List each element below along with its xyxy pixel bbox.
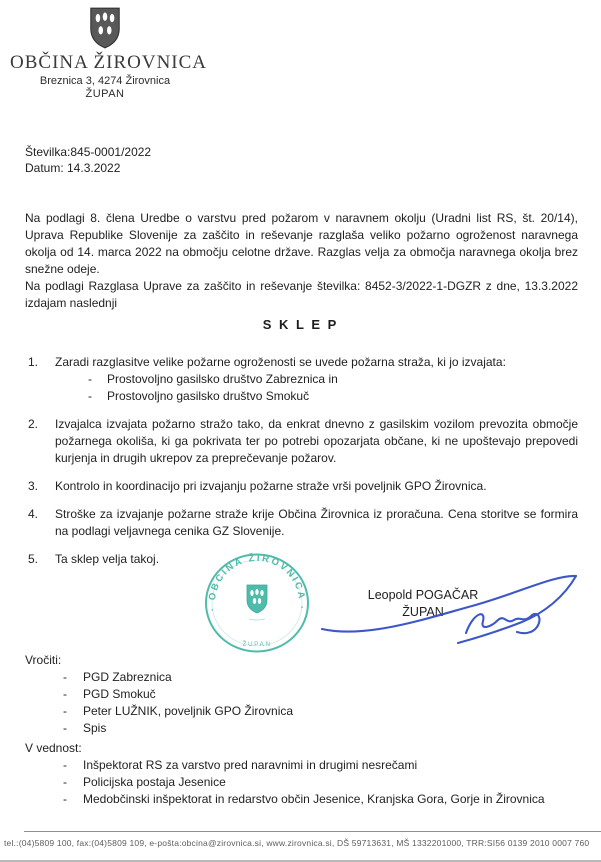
decree-list xyxy=(25,354,578,568)
list-item xyxy=(25,720,293,737)
stamp-ring-text: · OBČINA ŽIROVNICA · xyxy=(206,553,308,612)
for-information-section xyxy=(25,740,545,808)
dash-bullet: - xyxy=(63,704,67,718)
decree-item-text xyxy=(55,354,578,405)
dash-bullet: - xyxy=(63,687,67,701)
letterhead xyxy=(10,6,208,100)
deliver-to-section xyxy=(25,652,293,737)
decree-item-text: Stroške za izvajanje požarne straže krije Občina Žirovnica iz proračuna. Cena storitve se formira na podlagi veljavnega cenika GZ Slovenije. xyxy=(55,507,578,538)
stamp-shield-icon xyxy=(247,585,267,613)
list-item xyxy=(25,703,293,720)
deliver-to-item: Peter LUŽNIK, poveljnik GPO Žirovnica xyxy=(83,704,294,718)
list-item xyxy=(25,757,545,774)
for-information-item: Inšpektorat RS za varstvo pred naravnimi in drugimi nesrečami xyxy=(83,758,418,772)
decree-item-number: 3. xyxy=(28,479,39,493)
list-item xyxy=(25,669,293,686)
dash-bullet: - xyxy=(63,758,67,772)
intro-paragraph-1: Na podlagi 8. člena Uredbe o varstvu pred požarom v naravnem okolju (Uradni list RS, št. 20/14), Uprava Republike Slovenije za zaščito in reševanje razglaša veliko požarno ogroženost naravnega okolja od 14. marca 2022 na območju celotne države. Razglas velja za območja naravnega okolja brez snežne odeje. xyxy=(25,211,578,276)
signature-block xyxy=(338,587,508,621)
document-number: Številka:845-0001/2022 xyxy=(25,145,152,159)
document-title: S K L E P xyxy=(262,317,339,332)
decree-item-number: 2. xyxy=(28,417,39,431)
dash-bullet: - xyxy=(63,721,67,735)
decree-item xyxy=(25,416,578,467)
org-address: Breznica 3, 4274 Žirovnica xyxy=(39,75,171,87)
deliver-to-item: PGD Smokuč xyxy=(83,687,156,701)
deliver-to-item: PGD Zabreznica xyxy=(83,670,172,684)
deliver-to-label: Vročiti: xyxy=(25,653,62,667)
document-date: Datum: 14.3.2022 xyxy=(25,161,121,175)
list-item xyxy=(25,791,545,808)
decree-item-number: 4. xyxy=(28,507,39,521)
municipal-seal-stamp xyxy=(204,553,310,654)
signatory-name: Leopold POGAČAR xyxy=(367,588,479,602)
decree-item xyxy=(25,354,578,405)
decree-item xyxy=(25,478,578,495)
for-information-item: Medobčinski inšpektorat in redarstvo občin Jesenice, Kranjska Gora, Gorje in Žirovnica xyxy=(83,792,545,806)
list-item xyxy=(25,686,293,703)
stamp-bottom-text: ŽUPAN xyxy=(242,641,272,648)
org-role: ŽUPAN xyxy=(85,88,125,100)
coat-of-arms-icon xyxy=(88,6,122,50)
decree-subitem xyxy=(55,388,578,405)
decree-item-text: Ta sklep velja takoj. xyxy=(55,552,160,566)
deliver-to-item: Spis xyxy=(83,721,107,735)
intro-paragraphs xyxy=(25,210,578,312)
decree-item xyxy=(25,506,578,540)
dash-bullet: - xyxy=(63,670,67,684)
footer-contact-line: tel.:(04)5809 100, fax:(04)5809 109, e-pošta:obcina@zirovnica.si, www.zirovnica.si, DŠ 59713631, MŠ 1332201000, TRR:SI56 0139 2010 0007 760 xyxy=(4,838,590,848)
footer-divider xyxy=(24,831,601,832)
list-item xyxy=(25,774,545,791)
decree-item-text: Kontrolo in koordinacijo pri izvajanju požarne straže vrši poveljnik GPO Žirovnica. xyxy=(55,479,487,493)
for-information-item: Policijska postaja Jesenice xyxy=(83,775,226,789)
dash-bullet: - xyxy=(63,775,67,789)
decree-subitem-text: Prostovoljno gasilsko društvo Smokuč xyxy=(107,389,310,403)
decree-subitem-text: Prostovoljno gasilsko društvo Zabreznica in xyxy=(107,372,338,386)
decree-item-number: 5. xyxy=(28,552,39,566)
dash-bullet: - xyxy=(63,792,67,806)
decree-item-text-line: Zaradi razglasitve velike požarne ogroženosti se uvede požarna straža, ki jo izvajata: xyxy=(55,355,506,369)
decree-item-number: 1. xyxy=(28,355,39,369)
dash-bullet: - xyxy=(88,372,92,386)
org-name: OBČINA ŽIROVNICA xyxy=(10,52,208,73)
for-information-label: V vednost: xyxy=(25,741,82,755)
intro-paragraph-2: Na podlagi Razglasa Uprave za zaščito in reševanje številka: 8452-3/2022-1-DGZR z dne, 13.3.2022 izdajam naslednji xyxy=(25,279,578,310)
document-meta xyxy=(25,144,151,176)
dash-bullet: - xyxy=(88,389,92,403)
decree-item-text: Izvajalca izvajata požarno stražo tako, da enkrat dnevno z gasilskim vozilom prevozita območje požarnega okoliša, ki ga pokrivata ter po potrebi opozarjata občane, ki ne upoštevajo prepovedi kurjenja in drugih ukrepov za preprečevanje požarov. xyxy=(55,417,578,465)
signatory-role: ŽUPAN xyxy=(402,605,444,619)
decree-subitem xyxy=(55,371,578,388)
